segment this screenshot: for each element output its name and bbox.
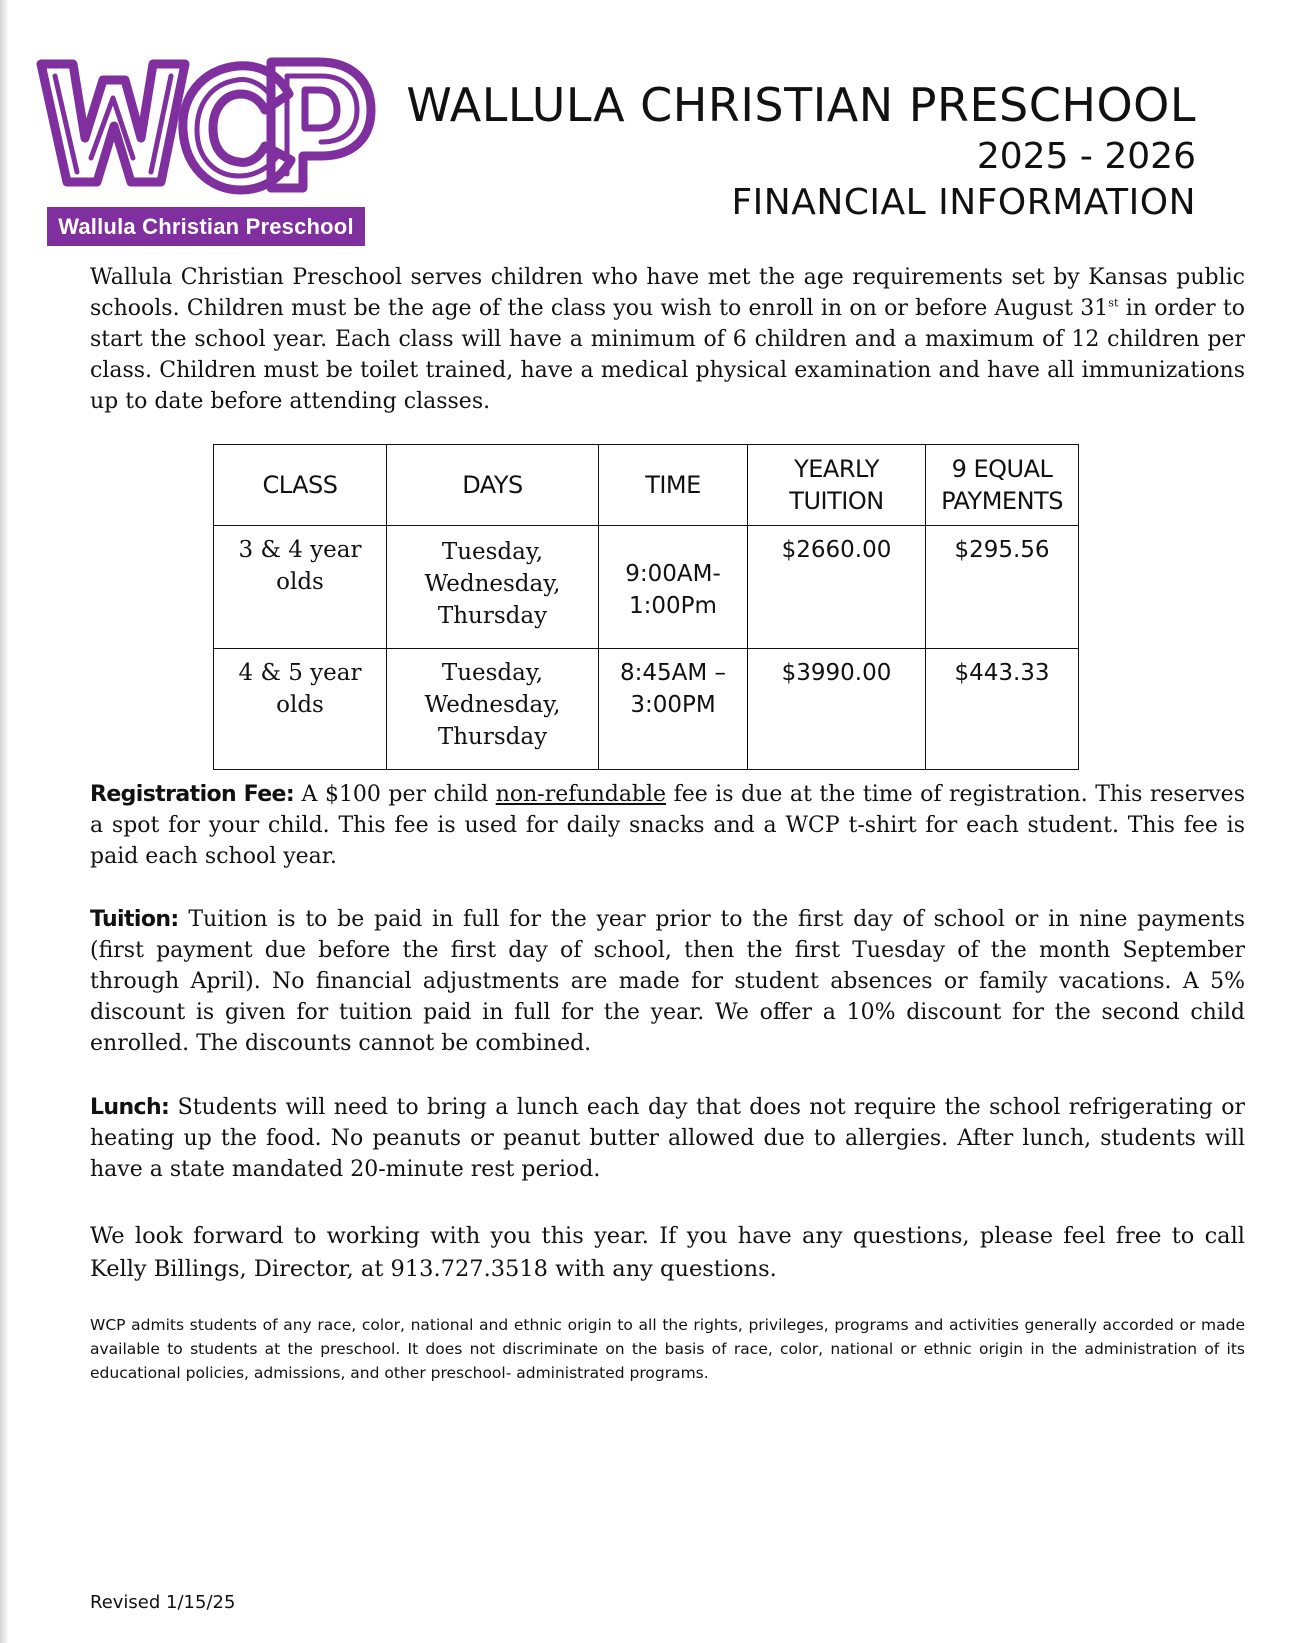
intro-superscript: st: [1108, 296, 1119, 310]
time-line2: 1:00Pm: [629, 593, 717, 619]
wcp-logo-letters: [33, 50, 378, 210]
table-row: [214, 526, 1079, 649]
header-yearly-line2: TUITION: [789, 487, 884, 515]
cell-time: [599, 649, 748, 770]
school-name: WALLULA CHRISTIAN PRESCHOOL: [406, 78, 1196, 132]
closing-paragraph: We look forward to working with you this year. If you have any questions, please feel free to call Kelly Billings, Director, at 913.727.3518 with any questions.: [90, 1223, 1245, 1282]
days-line2: Wednesday,: [424, 692, 561, 718]
header-days: DAYS: [387, 445, 599, 526]
table-row: [214, 649, 1079, 770]
registration-text-after: fee is due at the time of registration. This reserves a spot for your child. This fee is used for daily snacks and a WCP t-shirt for each student. This fee is paid each school year.: [90, 782, 1245, 869]
lunch-text: Students will need to bring a lunch each day that does not require the school refrigerating or heating up the food. No peanuts or peanut butter allowed due to allergies. After lunch, students will have a state mandated 20-minute rest period.: [90, 1095, 1245, 1182]
logo-banner: Wallula Christian Preschool: [47, 207, 365, 246]
cell-days: [387, 526, 599, 649]
cell-class: [214, 526, 387, 649]
lunch-paragraph: [90, 1092, 1245, 1185]
header-class: CLASS: [214, 445, 387, 526]
document-title: FINANCIAL INFORMATION: [731, 182, 1196, 223]
document-header: [406, 76, 1196, 226]
revised-date: Revised 1/15/25: [90, 1592, 236, 1613]
header-payments-line2: PAYMENTS: [941, 487, 1063, 515]
intro-paragraph: [90, 262, 1245, 417]
days-line2: Wednesday,: [424, 571, 561, 597]
registration-fee-label: Registration Fee:: [90, 782, 295, 807]
cell-yearly-tuition: $2660.00: [748, 526, 926, 649]
cell-payments: $443.33: [926, 649, 1079, 770]
registration-fee-paragraph: [90, 779, 1245, 872]
header-yearly-tuition: [748, 445, 926, 526]
tuition-table: [213, 444, 1079, 770]
days-line3: Thursday: [437, 603, 548, 629]
time-line1: 9:00AM-: [625, 561, 721, 587]
cell-payments: $295.56: [926, 526, 1079, 649]
time-line2: 3:00PM: [630, 692, 716, 718]
tuition-text: Tuition is to be paid in full for the year prior to the first day of school or in nine payments (first payment due before the first day of school, then the first Tuesday of the month September through April). No financial adjustments are made for student absences or family vacations. A 5% discount is given for tuition paid in full for the year. We offer a 10% discount for the second child enrolled. The discounts cannot be combined.: [90, 907, 1245, 1056]
header-time: TIME: [599, 445, 748, 526]
header-payments-line1: 9 EQUAL: [951, 455, 1053, 483]
cell-class: [214, 649, 387, 770]
cell-time: [599, 526, 748, 649]
days-line1: Tuesday,: [441, 660, 544, 686]
nondiscrimination-statement: WCP admits students of any race, color, national and ethnic origin to all the rights, privileges, programs and activities generally accorded or made available to students at the preschool. It does not discriminate on the basis of race, color, national or ethnic origin in the administration of its educational policies, admissions, and other preschool- administrated programs.: [90, 1316, 1245, 1382]
time-line1: 8:45AM –: [619, 660, 727, 686]
class-line1: 3 & 4 year: [238, 537, 362, 563]
class-line1: 4 & 5 year: [238, 660, 362, 686]
intro-text-1: Wallula Christian Preschool serves children who have met the age requirements set by Kansas public schools. Children must be the age of the class you wish to enroll in on or before August 31: [90, 265, 1245, 321]
cell-days: [387, 649, 599, 770]
intro-text-2: in order to start the school year. Each class will have a minimum of 6 children and a maximum of 12 children per class. Children must be toilet trained, have a medical physical examination and have all immunizations up to date before attending classes.: [90, 296, 1246, 414]
header-payments: [926, 445, 1079, 526]
days-line1: Tuesday,: [441, 539, 544, 565]
class-line2: olds: [276, 692, 324, 718]
wcp-logo: [33, 50, 378, 250]
tuition-label: Tuition:: [90, 907, 179, 932]
days-line3: Thursday: [437, 724, 548, 750]
table-header-row: [214, 445, 1079, 526]
school-year: 2025 - 2026: [976, 136, 1196, 177]
tuition-paragraph: [90, 904, 1245, 1059]
lunch-label: Lunch:: [90, 1095, 170, 1120]
registration-underlined: non-refundable: [495, 782, 667, 807]
header-yearly-line1: YEARLY: [794, 455, 879, 483]
cell-yearly-tuition: $3990.00: [748, 649, 926, 770]
registration-text-before: A $100 per child: [294, 782, 496, 807]
class-line2: olds: [276, 569, 324, 595]
page-edge-shadow: [0, 0, 9, 1643]
